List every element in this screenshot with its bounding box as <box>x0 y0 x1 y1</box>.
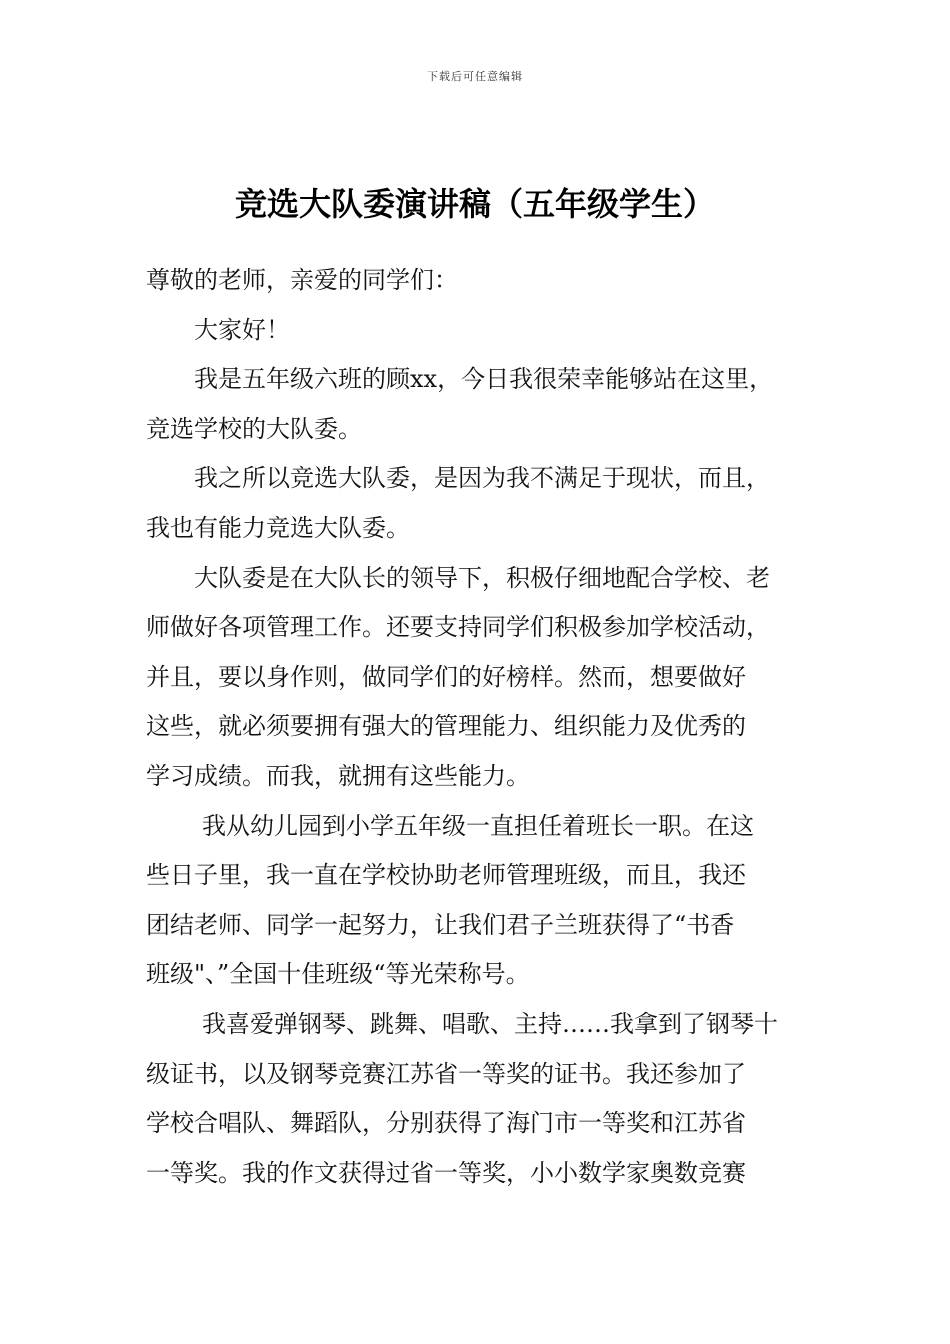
document-title: 竞选大队委演讲稿（五年级学生） <box>234 185 715 223</box>
paragraph-line: 我是五年级六班的顾xx，今日我很荣幸能够站在这里， <box>194 365 774 394</box>
paragraph-line: 班级"、”全国十佳班级“等光荣称号。 <box>146 960 530 989</box>
paragraph-line: 一等奖。我的作文获得过省一等奖，小小数学家奥数竞赛 <box>146 1158 746 1187</box>
header-note: 下载后可任意编辑 <box>427 70 523 83</box>
paragraph-line: 师做好各项管理工作。还要支持同学们积极参加学校活动， <box>146 613 770 642</box>
paragraph-line: 我喜爱弹钢琴、跳舞、唱歌、主持……我拿到了钢琴十 <box>202 1009 778 1038</box>
paragraph-line: 这些，就必须要拥有强大的管理能力、组织能力及优秀的 <box>146 712 746 741</box>
paragraph-line: 竞选学校的大队委。 <box>146 414 362 443</box>
paragraph-line: 大队委是在大队长的领导下，积极仔细地配合学校、老 <box>194 563 770 592</box>
paragraph-line: 级证书，以及钢琴竞赛江苏省一等奖的证书。我还参加了 <box>146 1059 746 1088</box>
paragraph-line: 学习成绩。而我，就拥有这些能力。 <box>146 761 530 790</box>
salutation-line: 尊敬的老师，亲爱的同学们： <box>146 266 458 294</box>
paragraph-line: 学校合唱队、舞蹈队，分别获得了海门市一等奖和江苏省 <box>146 1109 746 1138</box>
paragraph-line: 些日子里，我一直在学校协助老师管理班级，而且，我还 <box>146 861 746 890</box>
greeting-line: 大家好！ <box>194 315 290 344</box>
paragraph-line: 我之所以竞选大队委，是因为我不满足于现状，而且， <box>194 464 770 493</box>
paragraph-line: 我也有能力竞选大队委。 <box>146 513 410 542</box>
paragraph-line: 团结老师、同学一起努力，让我们君子兰班获得了“书香 <box>146 910 735 939</box>
document-body <box>146 256 811 1198</box>
paragraph-line: 我从幼儿园到小学五年级一直担任着班长一职。在这 <box>202 811 754 840</box>
paragraph-line: 并且，要以身作则，做同学们的好榜样。然而，想要做好 <box>146 662 746 691</box>
